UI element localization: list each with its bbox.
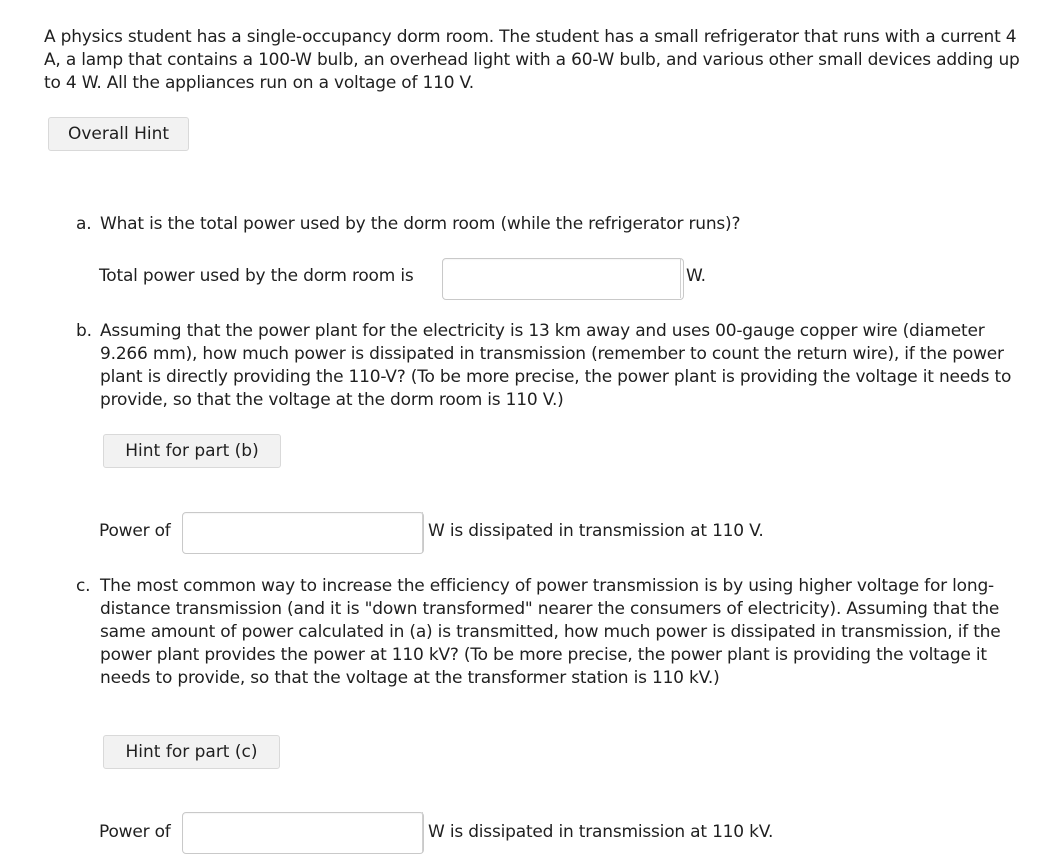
- part-b-divider: [422, 512, 423, 552]
- part-c-question: [76, 575, 1026, 715]
- part-b-text: Assuming that the power plant for the electricity is 13 km away and uses 00-gauge copper wire (diameter 9.266 mm), how much power is dissipated in transmission (remember to count the return wire), if the power plant is directly providing the 110-V? (To be more precise, the power plant is providing the voltage it needs to provide, so that the voltage at the dorm room is 110 V.): [100, 321, 1012, 410]
- overall-hint-button[interactable]: Overall Hint: [48, 117, 189, 151]
- part-c-answer-prefix: Power of: [99, 822, 171, 842]
- part-b-answer-suffix: W is dissipated in transmission at 110 V.: [428, 521, 764, 541]
- hint-part-b-button[interactable]: Hint for part (b): [103, 434, 281, 468]
- part-a-letter: a.: [76, 214, 92, 234]
- hint-part-c-button[interactable]: Hint for part (c): [103, 735, 280, 769]
- part-a-answer-input[interactable]: [442, 258, 684, 300]
- part-b-answer-prefix: Power of: [99, 521, 171, 541]
- part-a-question: [76, 213, 1026, 236]
- part-c-letter: c.: [76, 576, 91, 596]
- part-b-answer-input[interactable]: [182, 512, 424, 554]
- part-a-divider: [680, 258, 681, 298]
- part-c-answer-suffix: W is dissipated in transmission at 110 kV.: [428, 822, 774, 842]
- part-a-answer-unit: W.: [686, 266, 706, 286]
- part-c-text: The most common way to increase the efficiency of power transmission is by using higher voltage for long-distance transmission (and it is "down transformed" nearer the consumers of electricity). Assuming that the same amount of power calculated in (a) is transmitted, how much power is dissipated in transmission, if the power plant provides the power at 110 kV? (To be more precise, the power plant is providing the voltage it needs to provide, so that the voltage at the transformer station is 110 kV.): [100, 576, 1001, 688]
- part-a-text: What is the total power used by the dorm room (while the refrigerator runs)?: [100, 214, 741, 234]
- part-c-divider: [422, 812, 423, 852]
- problem-statement: A physics student has a single-occupancy dorm room. The student has a small refrigerator that runs with a current 4 A, a lamp that contains a 100-W bulb, an overhead light with a 60-W bulb, and various other small devices adding up to 4 W. All the appliances run on a voltage of 110 V.: [44, 27, 1020, 93]
- part-b-letter: b.: [76, 321, 92, 341]
- part-b-question: [76, 320, 1016, 412]
- part-a-answer-prefix: Total power used by the dorm room is: [99, 266, 414, 286]
- part-c-answer-input[interactable]: [182, 812, 424, 854]
